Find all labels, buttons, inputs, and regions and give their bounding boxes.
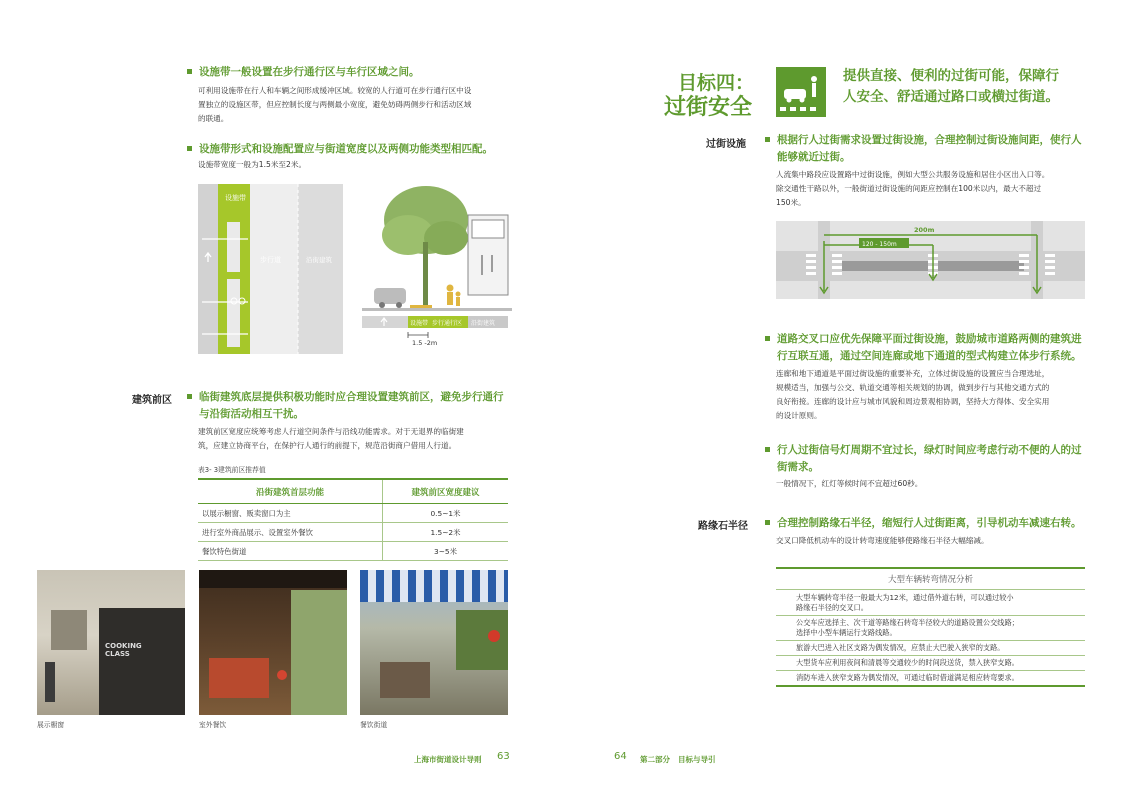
table-row: 大型车辆转弯半径一般最大为12米，通过借外道右转，可以通过较小 路缘石半径的交叉口。 (776, 591, 1085, 616)
walker-body (812, 83, 816, 97)
child-pedestrian-body (456, 297, 460, 306)
section-dimension-label: 1.5 -2m (412, 339, 438, 347)
photo-caption: 餐饮街道 (360, 721, 388, 729)
frontage-width-table (198, 480, 508, 561)
crosswalk-stripe (780, 107, 786, 111)
table-row: 大型货车应利用夜间和清晨等交通较少的时间段送货，禁入狭窄支路。 (776, 656, 1085, 671)
frontage-zone-body: 建筑前区宽度应统筹考虑人行道空间条件与沿线功能需求。对于无退界的临街建 筑，应建立协商平台，在保护行人通行的前提下，规范沿街商户借用人行道。 (198, 427, 464, 450)
tree-canopy (424, 221, 468, 255)
facility-zone-body: 可利用设施带在行人和车辆之间形成缓冲区域。较宽的人行道可在步行通行区中设 置独立的设施区带，但应控制长度与两侧最小宽度，避免妨碍两侧步行和活动区域 的联通。 (198, 86, 472, 123)
bullet-marker (765, 520, 770, 525)
frontage-zone-heading: 临街建筑底层提供积极功能时应合理设置建筑前区，避免步行通行 与沿街活动相互干扰。 (187, 389, 504, 423)
car-wheel (787, 98, 792, 103)
curb-radius-heading: 合理控制路缘石半径，缩短行人过街距离，引导机动车减速右转。 (765, 515, 1082, 532)
goal-title-line2: 过街安全 (664, 95, 753, 120)
section-label-facility: 设施带 (410, 320, 429, 327)
bullet-marker (765, 447, 770, 452)
page-number-right: 64 (614, 751, 627, 762)
pedestrian-figure (45, 662, 55, 702)
table-row: 餐饮特色街道 3~5米 (198, 542, 508, 561)
plan-label-frontage: 沿街建筑 (306, 256, 332, 264)
ground-line (362, 308, 512, 311)
section-label-frontage: 沿街建筑 (471, 320, 496, 327)
counter (209, 658, 269, 698)
stool (277, 670, 287, 680)
curb-radius-label: 路缘石半径 (698, 521, 748, 532)
turn-table-top-rule (776, 567, 1085, 569)
facility-section-diagram (362, 180, 512, 350)
car-wheel (800, 98, 805, 103)
car-icon (374, 288, 406, 304)
table-row: 以展示橱窗、贩卖窗口为主 0.5~1米 (198, 504, 508, 523)
lantern (488, 630, 500, 642)
facility-plan-diagram (198, 184, 343, 354)
walk-zone (250, 184, 298, 354)
car-shape (784, 89, 806, 99)
pedestrian-crossing-icon (776, 67, 826, 117)
child-pedestrian-icon (456, 292, 461, 297)
bike-parking (227, 279, 240, 347)
bullet-marker (765, 336, 770, 341)
grade-crossing-body: 连廊和地下通道是平面过街设施的重要补充，立体过街设施的设置应当合理选址， 规模适当，加强与公交、轨道交通等相关规划的协调，做到步行与其他交通方式的 良好衔接。连廊的设计应与城市风貌和周边景观相协调，坚持大方得体、安全实用 的设计原则。 (776, 369, 1050, 420)
plan-label-facility: 设施带 (225, 194, 246, 202)
crosswalk-stripe (800, 107, 806, 111)
table-header: 沿街建筑首层功能 (198, 480, 383, 504)
trees (456, 610, 508, 670)
bullet-marker (765, 137, 770, 142)
walker-head (811, 76, 817, 82)
footer-title-left: 上海市街道设计导则 (414, 755, 482, 764)
table-title: 表3- 3建筑前区推荐值 (198, 466, 266, 474)
median (842, 261, 928, 271)
tree-trunk (423, 242, 428, 306)
median (938, 261, 1024, 271)
crossing-spacing-heading: 根据行人过街需求设置过街设施，合理控制过街设施间距，使行人 能够就近过街。 (765, 132, 1082, 166)
frontage-zone-label: 建筑前区 (132, 395, 172, 406)
car-wheel (396, 302, 402, 308)
facility-width-heading: 设施带形式和设施配置应与街道宽度以及两侧功能类型相匹配。 (187, 141, 493, 158)
roadway-strip (198, 184, 218, 354)
table-row: 旅游大巴进入社区支路为偶发情况，应禁止大巴驶入狭窄的支路。 (776, 641, 1085, 656)
turn-table-title-rule (776, 589, 1085, 590)
photo-outdoor-dining (199, 570, 347, 715)
grade-crossing-heading: 道路交叉口应优先保障平面过街设施，鼓励城市道路两侧的建筑进 行互联互通，通过空间连廊或地下通道的型式构建立体步行系统。 (765, 331, 1082, 365)
curb-radius-body: 交叉口降低机动车的设计转弯速度能够使路缘石半径大幅缩减。 (776, 536, 989, 545)
crossing-facilities-label: 过街设施 (706, 139, 746, 150)
section-band-road (362, 316, 408, 328)
signal-cycle-body: 一般情况下，红灯等候时间不宜超过60秒。 (776, 479, 923, 488)
goal-description: 提供直接、便利的过街可能，保障行 人安全、舒适通过路口或横过街道。 (843, 68, 1059, 105)
table-header-row (198, 480, 508, 504)
window (51, 610, 87, 650)
turn-analysis-table (776, 591, 1085, 687)
span-200-label: 200m (914, 226, 935, 234)
bullet-marker (187, 146, 192, 151)
crossing-spacing-diagram (776, 221, 1085, 299)
photo-dining-street (360, 570, 508, 715)
photo-display-window (37, 570, 185, 715)
footer-part: 第二部分 (640, 755, 670, 764)
plan-label-walk: 步行道 (260, 256, 281, 264)
striped-awning (360, 570, 508, 602)
facility-width-body: 设施带宽度一般为1.5米至2米。 (198, 160, 307, 169)
facility-zone-heading: 设施带一般设置在步行通行区与车行区域之间。 (187, 64, 420, 81)
signal-cycle-heading: 行人过街信号灯周期不宜过长，绿灯时间应考虑行动不便的人的过 街需求。 (765, 442, 1082, 476)
crosswalk-stripe (790, 107, 796, 111)
crosswalk-stripe (810, 107, 816, 111)
building-window (472, 220, 504, 238)
awning (199, 570, 347, 588)
facility-item (227, 222, 240, 272)
goal-title-line1: 目标四： (678, 72, 755, 94)
frontage-zone (298, 184, 343, 354)
shop-sign: COOKING CLASS (105, 642, 142, 658)
diners (380, 662, 430, 698)
photo-caption: 室外餐饮 (199, 721, 227, 729)
footer-title-right: 目标与导引 (678, 755, 716, 764)
pedestrian-body (447, 292, 453, 305)
crossing-spacing-body: 人流集中路段应设置路中过街设施，例如大型公共服务设施和居住小区出入口等。 除交通性干路以外，一般街道过街设施的间距应控制在100米以内，最大不超过 150米。 (776, 170, 1050, 207)
section-label-walk: 步行通行区 (432, 320, 463, 327)
pedestrian-icon (447, 285, 454, 292)
table-row: 公交车应选择主、次干道等路缘石转弯半径较大的道路设置公交线路； 选择中小型车辆运行支路线路。 (776, 616, 1085, 641)
table-row: 进行室外商品展示、设置室外餐饮 1.5~2米 (198, 523, 508, 542)
table-header: 建筑前区宽度建议 (383, 480, 509, 504)
span-120-label: 120 - 150m (862, 241, 897, 248)
table-row: 消防车进入狭窄支路为偶发情况，可通过临时借道满足相应转弯要求。 (776, 671, 1085, 687)
street-view (291, 590, 347, 715)
shopfront (99, 608, 185, 715)
page-number-left: 63 (497, 751, 510, 762)
bullet-marker (187, 69, 192, 74)
bullet-marker (187, 394, 192, 399)
photo-caption: 展示橱窗 (37, 721, 65, 729)
turn-table-title: 大型车辆转弯情况分析 (887, 575, 973, 585)
car-wheel (379, 302, 385, 308)
